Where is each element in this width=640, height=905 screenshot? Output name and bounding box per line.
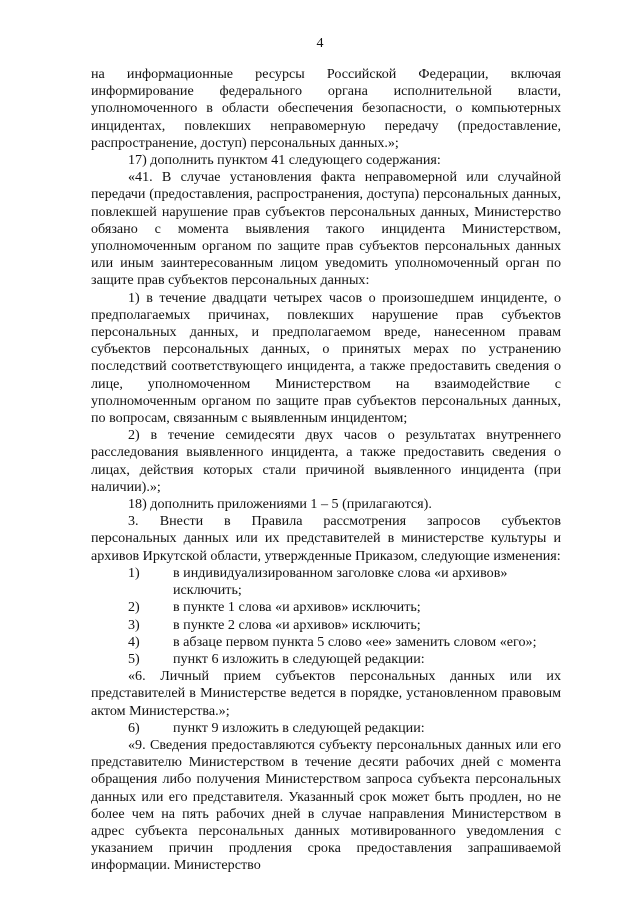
list-item-number: 6) [128, 719, 140, 736]
list-item-text: в индивидуализированном заголовке слова «и архивов» исключить; [173, 564, 508, 599]
list-item-text: в абзаце первом пункта 5 слово «ее» заменить словом «его»; [173, 633, 537, 650]
list-item [91, 617, 561, 634]
list-item [91, 634, 561, 651]
list-item-text: пункт 6 изложить в следующей редакции: [173, 650, 425, 667]
paragraph-quote-9: «9. Сведения предоставляются субъекту персональных данных или его представителю Министерством в течение десяти рабочих дней с момента обращения либо получения Министерством запроса субъекта персональных данных или его представителя. Указанный срок может быть продлен, но не более чем на пять рабочих дней в случае направления Министерством в адрес субъекта персональных данных мотивированного уведомления с указанием причин продления срока предоставления запрашиваемой информации. Министерство [91, 736, 561, 874]
document-body [91, 66, 561, 875]
list-item [91, 565, 561, 599]
list-item [91, 651, 561, 668]
section-3-text: Внести в Правила рассмотрения запросов субъектов персональных данных или их представителей в министерстве культуры и архивов Иркутской области, утвержденные Приказом, следующие изменения: [91, 513, 561, 564]
paragraph-clause-41: «41. В случае установления факта неправомерной или случайной передачи (предоставления, распространения, доступа) персональных данных, повлекшей нарушение прав субъектов персональных данных, Министерство обязано с момента выявления такого инцидента Министерством, уполномоченным органом по защите прав субъектов персональных данных или иным заинтересованным лицом уведомить уполномоченный орган по защите прав субъектов персональных данных: [91, 169, 561, 289]
paragraph-quote-6: «6. Личный прием субъектов персональных данных или их представителей в Министерстве ведется в порядке, установленном правовым актом Министерства.»; [91, 668, 561, 719]
paragraph-subclause-2: 2) в течение семидесяти двух часов о результатах внутреннего расследования выявленного инцидента, а также предоставить сведения о лицах, действия которых стали причиной выявленного инцидента (при наличии).»; [91, 427, 561, 495]
paragraph-continuation: на информационные ресурсы Российской Федерации, включая информирование федерального органа исполнительной власти, уполномоченного в области обеспечения безопасности, о компьютерных инцидентах, повлекших неправомерную передачу (предоставление, распространение, доступ) персональных данных.»; [91, 66, 561, 151]
list-item-number: 4) [128, 633, 140, 650]
list-item-text: в пункте 2 слова «и архивов» исключить; [173, 616, 421, 633]
list-item-number: 5) [128, 650, 140, 667]
list-item-text: пункт 9 изложить в следующей редакции: [173, 719, 425, 736]
section-3-number: 3. [128, 513, 139, 530]
list-item-number: 1) [128, 564, 140, 581]
paragraph-item-18: 18) дополнить приложениями 1 – 5 (прилагаются). [128, 496, 432, 513]
page-number: 4 [316, 36, 324, 51]
paragraph-item-17: 17) дополнить пунктом 41 следующего содержания: [128, 152, 441, 169]
list-item-number: 2) [128, 599, 140, 616]
list-item-number: 3) [128, 616, 140, 633]
list-item [91, 720, 561, 737]
list-item-text: в пункте 1 слова «и архивов» исключить; [173, 599, 421, 616]
paragraph-subclause-1: 1) в течение двадцати четырех часов о произошедшем инциденте, о предполагаемых причинах, повлекших нарушение прав субъектов персональных данных, и предполагаемом вреде, нанесенном правам субъектов персональных данных, о принятых мерах по устранению последствий соответствующего инцидента, а также предоставить сведения о лице, уполномоченном Министерством на взаимодействие с уполномоченным органом по защите прав субъектов персональных данных, по вопросам, связанным с выявленным инцидентом; [91, 289, 561, 427]
list-item [91, 599, 561, 616]
paragraph-section-3 [91, 513, 561, 565]
